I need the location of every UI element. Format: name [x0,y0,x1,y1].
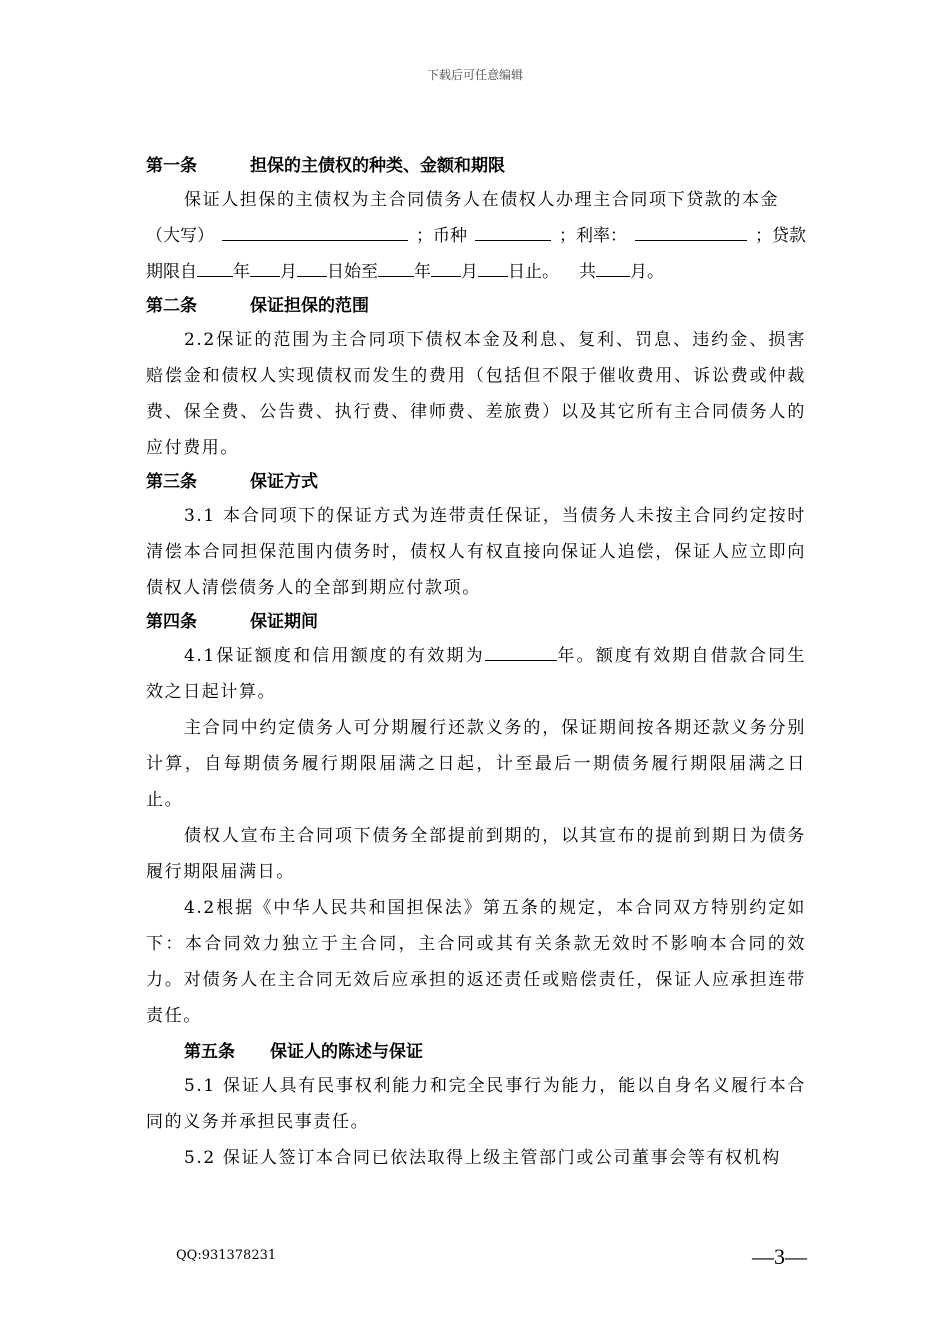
text-day-end: 日止。 [508,262,559,282]
article-number: 第三条 [146,472,197,492]
article-5-para-2: 5.2 保证人签订本合同已依法取得上级主管部门或公司董事会等有权机构 [184,1148,781,1168]
article-4-para-2: 主合同中约定债务人可分期履行还款义务的，保证期间按各期还款义务分别计算，自每期债务履行期限届满之日起，计至最后一期债务履行期限届满之日止。 [146,718,806,810]
article-title: 担保的主债权的种类、金额和期限 [250,156,505,176]
article-number: 第一条 [146,156,197,176]
blank-day-start [297,256,327,277]
article-4-para-4: 4.2根据《中华人民共和国担保法》第五条的规定，本合同双方特别约定如下：本合同效力独立于主合同，主合同或其有关条款无效时不影响本合同的效力。对债务人在主合同无效后应承担的返还责任或赔偿责任，保证人应承担连带责任。 [146,898,806,1026]
article-title: 保证担保的范围 [250,296,369,316]
blank-rate [635,220,747,241]
article-5-heading [146,1036,806,1068]
text-total-months: 月。 [630,262,664,282]
blank-month-end [431,256,461,277]
article-4-heading [146,606,806,638]
article-title: 保证人的陈述与保证 [270,1042,423,1062]
article-number: 第五条 [184,1042,235,1062]
article-5-para-1: 5.1 保证人具有民事权利能力和完全民事行为能力，能以自身名义履行本合同的义务并承担民事责任。 [146,1076,806,1132]
blank-currency [475,220,551,241]
text-total: 共 [579,262,596,282]
document-body [146,150,806,1176]
article-3-heading [146,466,806,498]
article-1-line-3 [146,254,806,290]
article-number: 第二条 [146,296,197,316]
article-2-heading [146,290,806,322]
blank-year-end [378,256,414,277]
text-day-to: 日始至 [327,262,378,282]
article-1-para-1: 保证人担保的主债权为主合同债务人在债权人办理主合同项下贷款的本金 [184,190,780,210]
article-4-para-1 [146,638,806,710]
page-number: —3— [752,1244,807,1269]
blank-month-start [250,256,280,277]
blank-year-start [197,256,233,277]
validity-text-a: 4.1保证额度和信用额度的有效期为 [184,646,485,666]
article-4-para-3: 债权人宣布主合同项下债务全部提前到期的，以其宣布的提前到期日为债务履行期限届满日。 [146,826,806,882]
blank-day-end [478,256,508,277]
blank-validity-years [485,640,557,661]
article-title: 保证方式 [250,472,318,492]
text-month-end: 月 [461,262,478,282]
footer-qq: QQ:931378231 [176,1248,277,1263]
blank-amount [222,220,408,241]
header-note: 下载后可任意编辑 [426,68,523,82]
article-3-para-1: 3.1 本合同项下的保证方式为连带责任保证，当债务人未按主合同约定按时清偿本合同担保范围内债务时，债权人有权直接向保证人追偿，保证人应立即向债权人清偿债务人的全部到期应付款项。 [146,506,806,598]
article-number: 第四条 [146,612,197,632]
text-currency-label: ；币种 [416,226,467,246]
blank-total-months [596,256,630,277]
article-2-para-1: 2.2保证的范围为主合同项下债权本金及利息、复利、罚息、违约金、损害赔偿金和债权人实现债权而发生的费用（包括但不限于催收费用、诉讼费或仲裁费、保全费、公告费、执行费、律师费、差旅费）以及其它所有主合同债务人的应付费用。 [146,330,806,458]
article-1-heading [146,150,806,182]
text-amount-label: （大写） [146,226,214,246]
text-rate-label: ；利率： [559,226,627,246]
text-term-from: 期限自 [146,262,197,282]
article-title: 保证期间 [250,612,318,632]
text-month: 月 [280,262,297,282]
article-1-line-2 [146,218,806,254]
validity-text-b: 年。额度有效期自借款合同生效之日起计算。 [146,646,806,702]
text-year-end: 年 [414,262,431,282]
text-year: 年 [233,262,250,282]
text-loan-label: ；贷款 [755,226,806,246]
